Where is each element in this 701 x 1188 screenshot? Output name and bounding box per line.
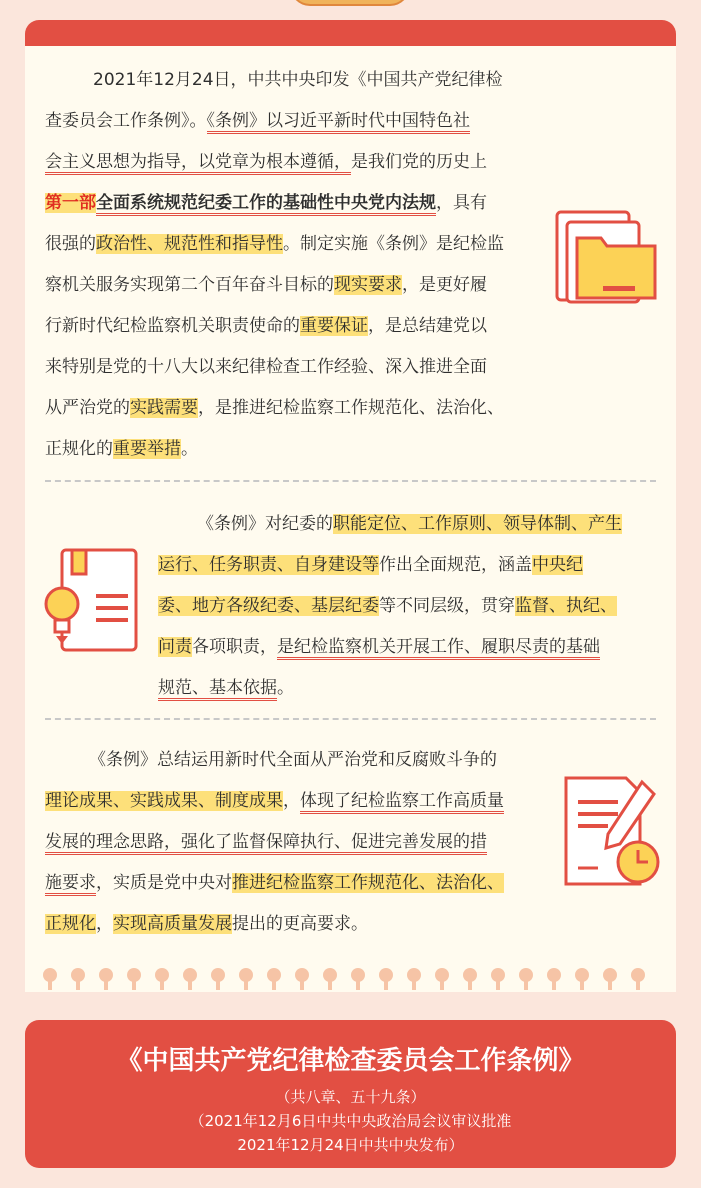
underlined-span: 施要求 — [45, 873, 96, 896]
highlight-span: 重要举措 — [113, 439, 181, 459]
pin-dot — [407, 968, 421, 982]
highlight-span: 职能定位、工作原则、领导体制、产生 — [333, 514, 622, 534]
highlight-span: 实现高质量发展 — [113, 914, 232, 934]
footer-title: 《中国共产党纪律检查委员会工作条例》 — [116, 1046, 585, 1076]
text-span: ， — [283, 791, 300, 811]
text-line — [197, 506, 622, 542]
pin-dot — [211, 968, 225, 982]
pin-dot — [295, 968, 309, 982]
text-span: 等不同层级，贯穿 — [379, 596, 515, 616]
text-span: 查委员会工作条例》。 — [45, 111, 207, 131]
highlight-span: 理论成果、实践成果、制度成果 — [45, 791, 283, 811]
underlined-span: 《条例》以习近平新时代中国特色社 — [207, 111, 471, 134]
text-span: 很强的 — [45, 234, 96, 254]
text-span: 正规化的 — [45, 439, 113, 459]
footer-subtitle: （共八章、五十九条） — [275, 1088, 426, 1106]
text-span: ，实质是党中央对 — [96, 873, 232, 893]
pin-dot — [71, 968, 85, 982]
text-line — [45, 144, 487, 180]
highlight-span: 中央纪 — [532, 555, 583, 575]
underlined-span: 会主义思想为指导，以党章为根本遵循， — [45, 152, 351, 175]
pin-dot — [99, 968, 113, 982]
pin-dot — [575, 968, 589, 982]
text-span: 提出的更高要求。 — [232, 914, 368, 934]
highlight-span: 问责 — [158, 637, 192, 657]
text-line — [45, 267, 487, 303]
pin-dot — [603, 968, 617, 982]
text-line — [45, 390, 504, 426]
lightbulb-document-icon — [40, 546, 145, 656]
highlight-span: 监督、执纪、 — [515, 596, 617, 616]
underlined-span: 是纪检监察机关开展工作、履职尽责的基础 — [277, 637, 600, 660]
decorative-dots — [43, 968, 663, 988]
text-line — [45, 185, 487, 221]
highlight-span: 运行、任务职责、自身建设等 — [158, 555, 379, 575]
card-header-band — [25, 20, 676, 46]
text-span: 来特别是党的十八大以来纪律检查工作经验、深入推进全面 — [45, 357, 487, 377]
text-span: 。制定实施《条例》是纪检监 — [283, 234, 504, 254]
text-line — [45, 349, 487, 385]
highlight-span: 委、地方各级纪委、基层纪委 — [158, 596, 379, 616]
highlight-span: 实践需要 — [130, 398, 198, 418]
pin-dot — [183, 968, 197, 982]
highlight-span: 正规化 — [45, 914, 96, 934]
text-line — [45, 103, 470, 139]
content-card — [25, 20, 676, 992]
pin-dot — [127, 968, 141, 982]
section-divider — [45, 718, 656, 720]
section-divider — [45, 480, 656, 482]
text-line — [158, 547, 583, 583]
top-decoration — [290, 0, 410, 6]
footer-banner — [25, 1020, 676, 1168]
text-span: 《条例》总结运用新时代全面从严治党和反腐败斗争的 — [89, 750, 497, 770]
text-span: 各项职责， — [192, 637, 277, 657]
text-line — [89, 742, 497, 778]
underlined-span: 体现了纪检监察工作高质量 — [300, 791, 504, 814]
text-span: 2021年12月24日，中共中央印发《中国共产党纪律检 — [93, 70, 503, 90]
text-span: 行新时代纪检监察机关职责使命的 — [45, 316, 300, 336]
pin-dot — [519, 968, 533, 982]
text-span: 察机关服务实现第二个百年奋斗目标的 — [45, 275, 334, 295]
text-span: 作出全面规范，涵盖 — [379, 555, 532, 575]
pin-dot — [379, 968, 393, 982]
pin-dot — [323, 968, 337, 982]
text-span: ， — [96, 914, 113, 934]
document-clock-icon — [560, 772, 670, 892]
underlined-span: 全面系统规范纪委工作的基础性中央党内法规 — [96, 193, 436, 216]
highlight-span: 政治性、规范性和指导性 — [96, 234, 283, 254]
text-line — [158, 670, 294, 706]
text-line — [158, 588, 617, 624]
pin-dot — [463, 968, 477, 982]
footer-approval-line: （2021年12月6日中共中央政治局会议审议批准 — [189, 1112, 512, 1130]
text-span: ，是推进纪检监察工作规范化、法治化、 — [198, 398, 504, 418]
pin-dot — [491, 968, 505, 982]
text-line — [45, 308, 487, 344]
text-line — [158, 629, 600, 665]
text-span: 是我们党的历史上 — [351, 152, 487, 172]
text-line — [45, 226, 504, 262]
text-line — [93, 62, 503, 98]
text-span: ，是总结建党以 — [368, 316, 487, 336]
folder-icon — [553, 208, 663, 308]
underlined-span: 规范、基本依据 — [158, 678, 277, 701]
pin-dot — [435, 968, 449, 982]
pin-dot — [155, 968, 169, 982]
text-line — [45, 783, 504, 819]
text-line — [45, 865, 504, 901]
highlight-span: 重要保证 — [300, 316, 368, 336]
pin-dot — [547, 968, 561, 982]
text-line — [45, 906, 368, 942]
footer-release-line: 2021年12月24日中共中央发布） — [237, 1136, 464, 1154]
text-line — [45, 824, 487, 860]
highlight-span: 现实要求 — [334, 275, 402, 295]
text-span: 《条例》对纪委的 — [197, 514, 333, 534]
pin-dot — [43, 968, 57, 982]
text-span: 。 — [277, 678, 294, 698]
text-span: ，是更好履 — [402, 275, 487, 295]
text-span: ，具有 — [436, 193, 487, 213]
pin-dot — [631, 968, 645, 982]
text-span: 从严治党的 — [45, 398, 130, 418]
pin-dot — [351, 968, 365, 982]
pin-dot — [239, 968, 253, 982]
underlined-span: 发展的理念思路，强化了监督保障执行、促进完善发展的措 — [45, 832, 487, 855]
emphasis-span: 第一部 — [45, 193, 96, 213]
text-span: 。 — [181, 439, 198, 459]
highlight-span: 推进纪检监察工作规范化、法治化、 — [232, 873, 504, 893]
pin-dot — [267, 968, 281, 982]
text-line — [45, 431, 198, 467]
